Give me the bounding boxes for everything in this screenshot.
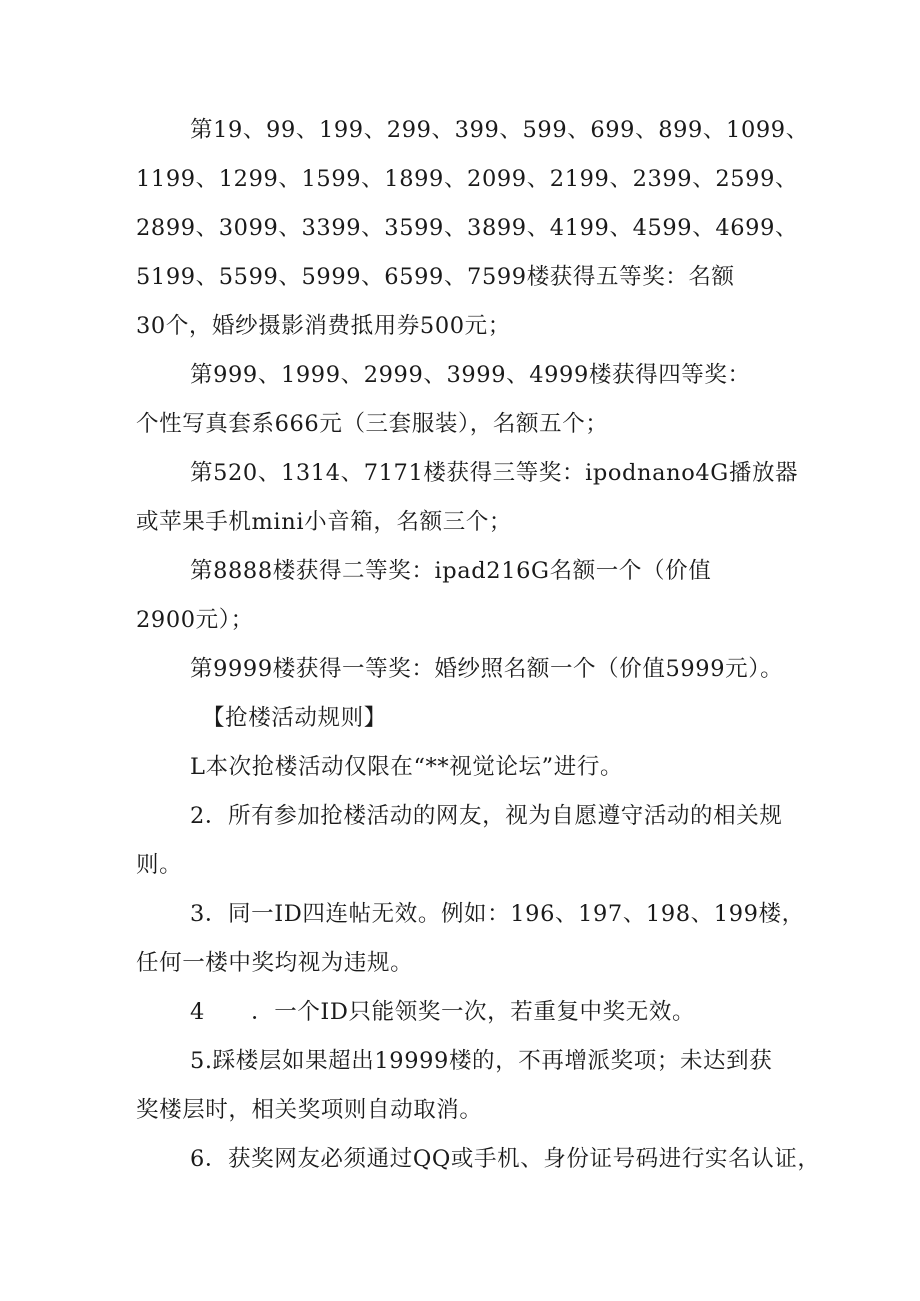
prize-5-line-5: 30个，婚纱摄影消费抵用券500元； bbox=[136, 313, 511, 339]
prize-4-line-1: 第999、1999、2999、3999、4999楼获得四等奖： bbox=[190, 362, 751, 388]
prize-5-line-1: 第19、99、199、299、399、599、699、899、1099、 bbox=[190, 117, 809, 143]
prize-2-line-2: 2900元）； bbox=[136, 607, 254, 633]
rule-3-line-2: 任何一楼中奖均视为违规。 bbox=[136, 950, 414, 976]
rule-2-line-2: 则。 bbox=[136, 852, 183, 878]
rules-heading: 【抢楼活动规则】 bbox=[202, 705, 387, 731]
rule-1-line-1: L本次抢楼活动仅限在“**视觉论坛”进行。 bbox=[190, 754, 624, 780]
rule-2-line-1: 2．所有参加抢楼活动的网友，视为自愿遵守活动的相关规 bbox=[190, 803, 783, 829]
prize-5-line-2: 1199、1299、1599、1899、2099、2199、2399、2599、 bbox=[136, 166, 799, 192]
rule-4-line-1: 4 ．一个ID只能领奖一次，若重复中奖无效。 bbox=[190, 999, 696, 1025]
rule-3-line-1: 3．同一ID四连帖无效。例如：196、197、198、199楼， bbox=[190, 901, 805, 927]
prize-5-line-3: 2899、3099、3399、3599、3899、4199、4599、4699、 bbox=[136, 215, 799, 241]
prize-5-line-4: 5199、5599、5999、6599、7599楼获得五等奖：名额 bbox=[136, 264, 735, 290]
rule-6-line-1: 6．获奖网友必须通过QQ或手机、身份证号码进行实名认证， bbox=[190, 1146, 821, 1172]
prize-2-line-1: 第8888楼获得二等奖：ipad216G名额一个（价值 bbox=[190, 558, 712, 584]
rule-5-line-1: 5.踩楼层如果超出19999楼的，不再增派奖项；未达到获 bbox=[190, 1048, 773, 1074]
prize-3-line-1: 第520、1314、7171楼获得三等奖：ipodnano4G播放器 bbox=[190, 460, 799, 486]
prize-1-line-1: 第9999楼获得一等奖：婚纱照名额一个（价值5999元）。 bbox=[190, 656, 784, 682]
prize-3-line-2: 或苹果手机mini小音箱，名额三个； bbox=[136, 509, 513, 535]
rule-5-line-2: 奖楼层时，相关奖项则自动取消。 bbox=[136, 1097, 483, 1123]
prize-4-line-2: 个性写真套系666元（三套服装），名额五个； bbox=[136, 411, 609, 437]
